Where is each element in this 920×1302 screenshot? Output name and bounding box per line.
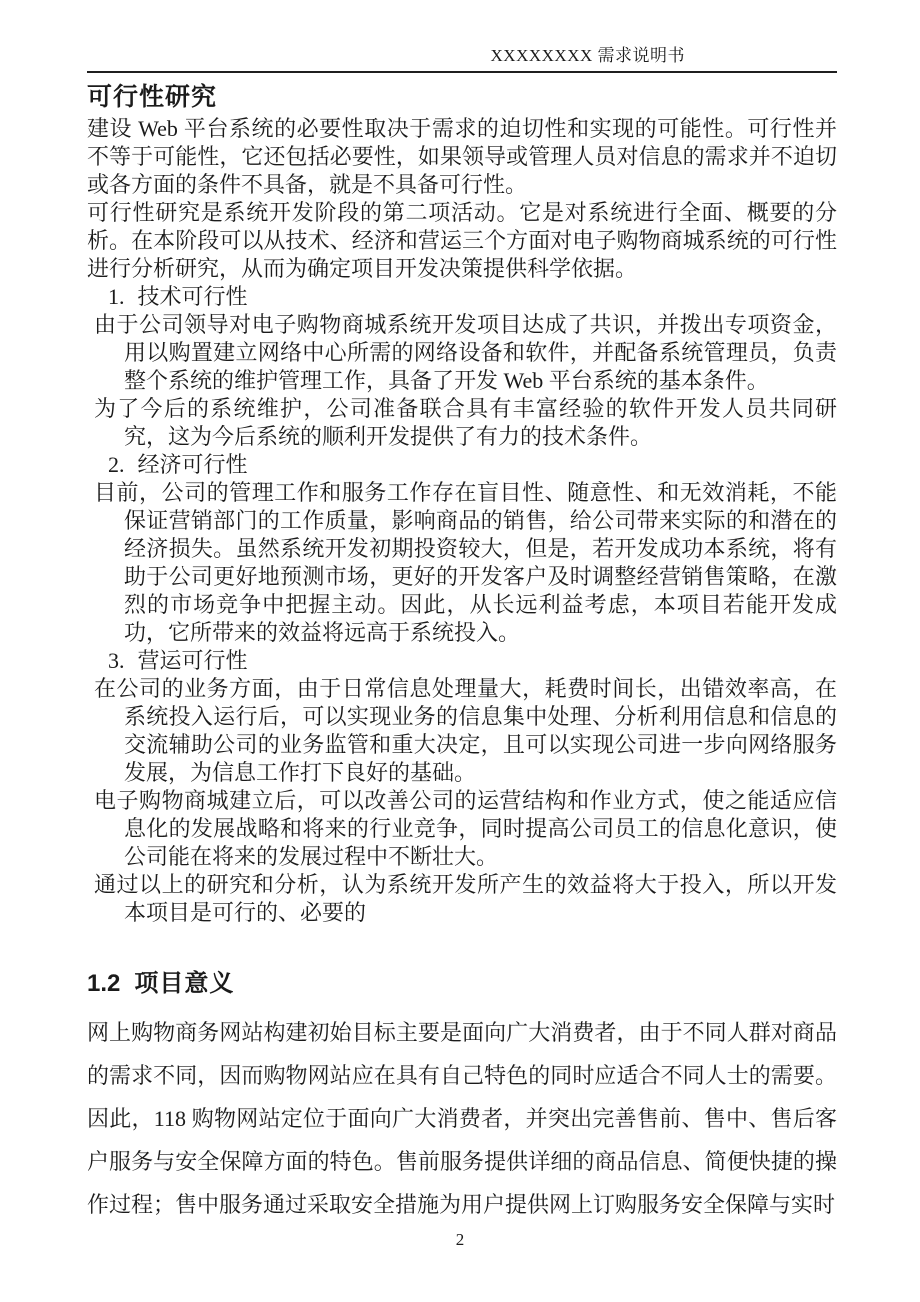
list-item-number: 3. — [108, 648, 125, 673]
list-item-title: 技术可行性 — [137, 284, 248, 309]
page-number: 2 — [455, 1230, 465, 1249]
section-title-feasibility: 可行性研究 — [87, 83, 218, 111]
section-title-project-significance — [87, 969, 837, 999]
list-item-paragraph: 为了今后的系统维护，公司准备联合具有丰富经验的软件开发人员共同研究，这为今后系统的顺利开发提供了有力的技术条件。 — [94, 396, 837, 449]
feasibility-intro-paragraph: 建设 Web 平台系统的必要性取决于需求的迫切性和实现的可能性。可行性并不等于可能性，它还包括必要性，如果领导或管理人员对信息的需求并不迫切或各方面的条件不具备，就是不具备可行性。 — [87, 116, 837, 197]
list-item-paragraph: 目前，公司的管理工作和服务工作存在盲目性、随意性、和无效消耗，不能保证营销部门的工作质量，影响商品的销售，给公司带来实际的和潜在的经济损失。虽然系统开发初期投资较大，但是，若开发成功本系统，将有助于公司更好地预测市场，更好的开发客户及时调整经营销售策略，在激烈的市场竞争中把握主动。因此，从长远利益考虑，本项目若能开发成功，它所带来的效益将远高于系统投入。 — [94, 480, 837, 645]
list-item-number: 1. — [108, 284, 125, 309]
list-item-heading-operational — [87, 647, 837, 675]
list-item-number: 2. — [108, 452, 125, 477]
list-item-heading-economic — [87, 451, 837, 479]
list-item-paragraph: 通过以上的研究和分析，认为系统开发所产生的效益将大于投入，所以开发本项目是可行的、必要的 — [94, 872, 837, 925]
list-item-paragraph: 在公司的业务方面，由于日常信息处理量大，耗费时间长，出错效率高，在系统投入运行后，可以实现业务的信息集中处理、分析利用信息和信息的交流辅助公司的业务监管和重大决定，且可以实现公司进一步向网络服务发展，为信息工作打下良好的基础。 — [94, 676, 837, 785]
section-title-text: 项目意义 — [134, 970, 235, 997]
feasibility-intro-paragraph: 可行性研究是系统开发阶段的第二项活动。它是对系统进行全面、概要的分析。在本阶段可以从技术、经济和营运三个方面对电子购物商城系统的可行性进行分析研究，从而为确定项目开发决策提供科学依据。 — [87, 200, 837, 281]
project-significance-paragraph: 网上购物商务网站构建初始目标主要是面向广大消费者，由于不同人群对商品的需求不同，因而购物网站应在具有自己特色的同时应适合不同人士的需要。因此，118 购物网站定位于面向广大消费者，并突出完善售前、售中、售后客户服务与安全保障方面的特色。售前服务提供详细的商品信息、简便快捷的操作过程；售中服务通过采取安全措施为用户提供网上订购服务安全保障与实时 — [87, 1020, 837, 1217]
list-item-title: 经济可行性 — [137, 452, 248, 477]
list-item-paragraph: 电子购物商城建立后，可以改善公司的运营结构和作业方式，使之能适应信息化的发展战略和将来的行业竞争，同时提高公司员工的信息化意识，使公司能在将来的发展过程中不断壮大。 — [94, 788, 837, 869]
list-item-paragraph: 由于公司领导对电子购物商城系统开发项目达成了共识，并拨出专项资金，用以购置建立网络中心所需的网络设备和软件，并配备系统管理员，负责整个系统的维护管理工作，具备了开发 Web 平台系统的基本条件。 — [94, 312, 837, 393]
list-item-heading-technical — [87, 283, 837, 311]
header-divider — [87, 71, 837, 73]
list-item-title: 营运可行性 — [137, 648, 248, 673]
document-header-label: XXXXXXXX 需求说明书 — [490, 46, 685, 65]
section-number: 1.2 — [87, 970, 121, 997]
